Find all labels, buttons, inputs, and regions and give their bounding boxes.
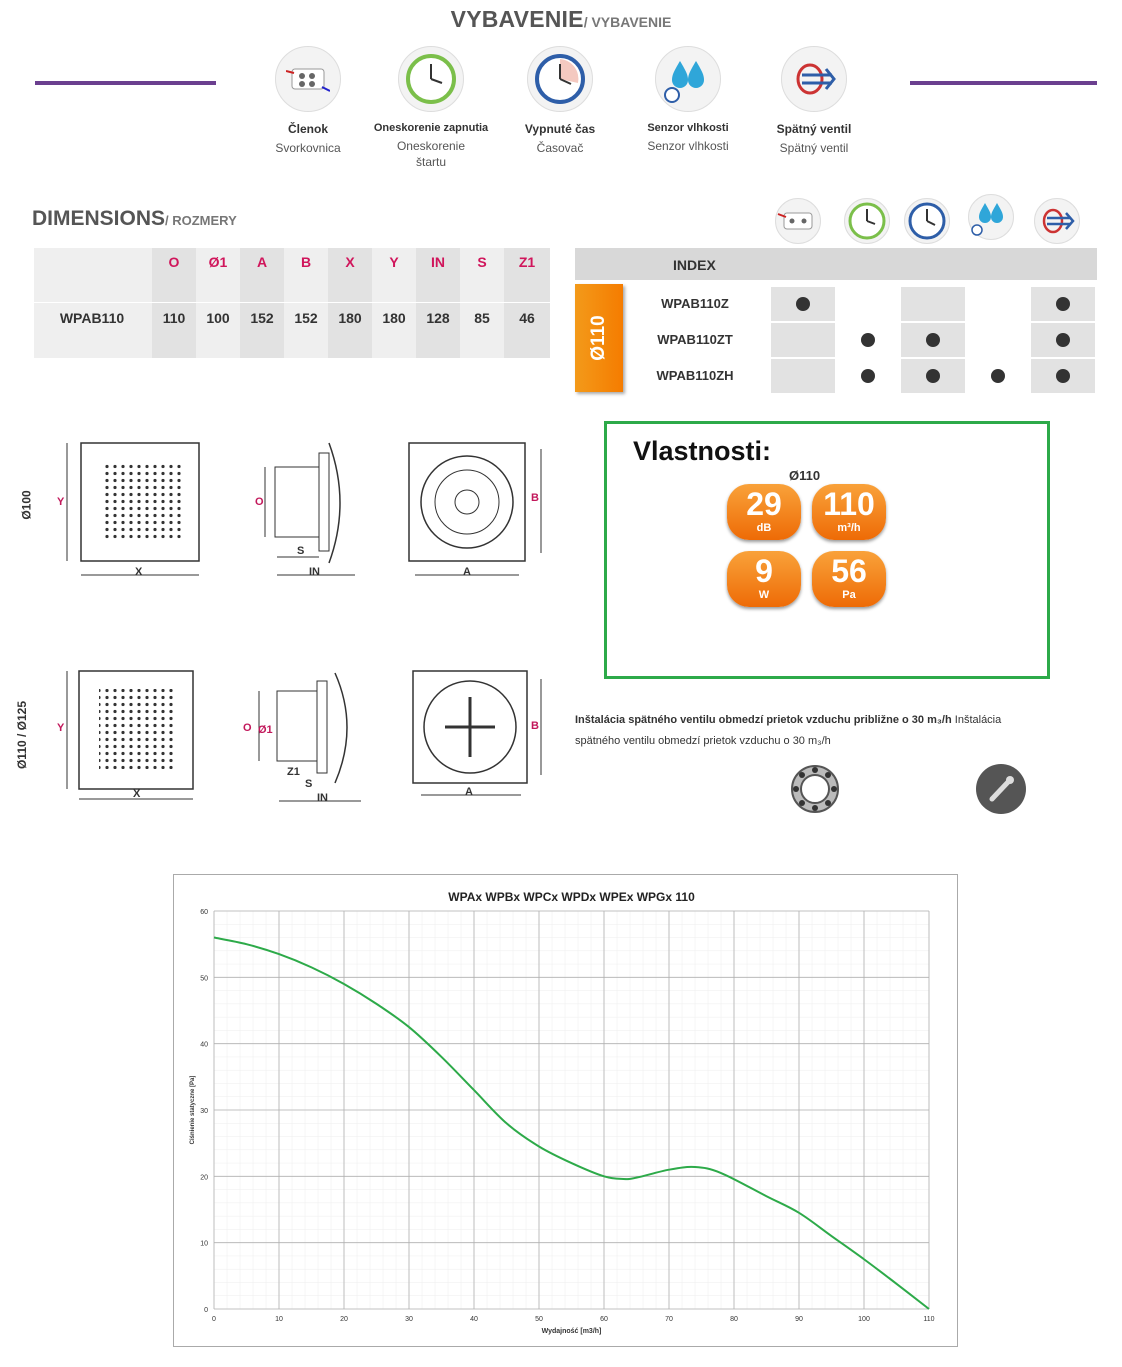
dim-col-o [152,248,196,358]
index-cell [966,323,1030,357]
header-divider-right [910,81,1097,85]
index-dot [991,369,1005,383]
index-row-name: WPAB110ZH [656,368,734,383]
terminal-block-icon [275,46,341,112]
label-in-1: IN [309,566,320,578]
label-a-1: A [463,566,471,578]
feature-humidity-sensor [623,46,753,154]
equipment-title [0,6,1122,33]
badge-power [727,551,801,607]
dim-col-in [416,248,460,358]
index-dot [861,333,875,347]
badge-unit: Pa [842,589,856,601]
x-tick-label: 30 [405,1316,413,1323]
feature-backdraft-valve [749,46,879,156]
index-cell [901,359,965,393]
rear-view-100 [409,443,541,575]
y-tick-label: 60 [200,909,208,916]
x-tick-label: 90 [795,1316,803,1323]
label-s-1: S [297,545,305,557]
y-tick-label: 40 [200,1041,208,1049]
delay-start-clock-icon [844,198,890,244]
dim-value: 128 [426,310,450,326]
dim-header: O [168,254,180,270]
dim-separator [34,302,550,303]
label-y-1: Y [57,496,65,508]
y-tick-label: 20 [200,1174,208,1182]
index-dot [861,369,875,383]
x-tick-label: 100 [858,1316,870,1323]
label-o-1: O [255,496,264,508]
dim-value: 152 [250,310,274,326]
label-a-2: A [465,786,473,798]
x-tick-label: 10 [275,1316,283,1323]
dim-value: 100 [206,310,230,326]
y-axis-label: Ciśnienie statyczne [Pa] [190,1075,196,1145]
dimensions-subtitle: / ROZMERY [165,213,237,228]
index-diameter-tab [575,284,623,392]
x-tick-label: 50 [535,1316,543,1323]
valve-note [575,710,1025,752]
dim-header: Z1 [518,254,536,270]
valve-note-text: Inštalácia spätného ventilu obmedzí prietok vzduchu o 30 m₃/h [575,714,1002,747]
dim-col-a [240,248,284,358]
properties-box [604,421,1050,679]
index-cell [966,359,1030,393]
feature-desc: Svorkovnica [275,141,341,155]
badge-pressure [812,551,886,607]
x-axis-label: Wydajność [m3/h] [541,1328,602,1335]
chart-title: WPAx WPBx WPCx WPDx WPEx WPGx 110 [448,890,695,904]
x-tick-label: 80 [730,1316,738,1323]
label-in-2: IN [317,792,328,804]
index-dot [1056,333,1070,347]
dim-header: Y [389,254,399,270]
index-row-name: WPAB110Z [661,296,729,311]
backdraft-valve-icon [1034,198,1080,244]
x-tick-label: 40 [470,1316,478,1323]
timer-clock-icon [527,46,593,112]
index-row [623,359,1097,393]
ball-bearing-icon [789,763,841,815]
dim-value: 46 [519,310,535,326]
equipment-subtitle: / VYBAVENIE [583,14,672,30]
index-dot [1056,369,1070,383]
label-s-2: S [305,778,313,790]
index-header-label: INDEX [673,257,716,273]
dim-col-b [284,248,328,358]
front-view-110-125 [67,671,193,799]
index-cell [836,323,900,357]
badge-value: 29 [746,486,782,522]
rear-view-110-125 [413,671,541,795]
drawing-row2-label: Ø110 / Ø125 [15,700,30,770]
index-dot [926,369,940,383]
feature-title: Senzor vlhkosti [647,122,729,134]
label-b-2: B [531,720,539,732]
index-cell [771,323,835,357]
index-diameter-label: Ø110 [588,315,609,361]
equipment-title-text: VYBAVENIE [450,6,584,32]
drawing-row1-label: Ø100 [19,490,34,520]
index-dot [926,333,940,347]
label-b-1: B [531,492,539,504]
index-cell [1031,323,1095,357]
delay-start-clock-icon [398,46,464,112]
index-row [623,323,1097,357]
technical-drawings [55,435,555,815]
label-o1-2: Ø1 [258,724,273,736]
badge-noise [727,484,801,540]
y-tick-label: 30 [200,1108,208,1115]
badge-value: 110 [823,486,875,522]
dim-header: A [256,254,268,270]
dim-col-y [372,248,416,358]
feature-desc: Spätný ventil [779,141,849,155]
terminal-block-icon [775,198,821,244]
index-dot [796,297,810,311]
index-cell [836,359,900,393]
label-y-2: Y [57,722,65,734]
index-cell [771,287,835,321]
y-tick-label: 10 [200,1240,208,1248]
index-cell [836,287,900,321]
badge-unit: W [758,589,770,601]
y-tick-label: 50 [200,975,208,983]
properties-title: Vlastnosti: [633,436,772,466]
badge-unit: dB [756,522,772,534]
feature-terminal-block [243,46,373,156]
badge-airflow [812,484,886,540]
valve-note-bold: Inštalácia spätného ventilu obmedzí prietok vzduchu približne o 30 m₃/h [575,714,952,726]
dimensions-table [34,248,550,358]
feature-desc: Senzor vlhkosti [647,139,729,153]
feature-timer [495,46,625,156]
index-cell [771,359,835,393]
index-row [623,287,1097,321]
header-divider-left [35,81,216,85]
feature-title: Oneskorenie zapnutia [373,122,489,134]
side-view-100 [265,443,355,575]
dim-col-s [460,248,504,358]
feature-title: Vypnuté čas [524,122,596,136]
dim-value: 180 [382,310,406,326]
badge-value: 9 [755,553,773,589]
x-tick-label: 20 [340,1316,348,1323]
badge-value: 56 [831,553,867,589]
index-cell [966,287,1030,321]
dim-value: 152 [294,310,318,326]
dim-col-o1 [196,248,240,358]
front-view-100 [67,443,199,575]
index-cell [1031,287,1095,321]
label-z1-2: Z1 [287,766,300,778]
index-cell [901,287,965,321]
feature-delay-start [372,46,490,170]
dim-header: B [300,254,312,270]
dim-col-x [328,248,372,358]
dim-header: IN [431,254,445,270]
dim-header: S [477,254,487,270]
x-tick-label: 60 [600,1316,608,1323]
index-dot [1056,297,1070,311]
x-tick-label: 110 [923,1316,935,1323]
wrench-icon [975,763,1027,815]
x-tick-label: 70 [665,1316,673,1323]
dim-value: 180 [338,310,362,326]
index-cell [901,323,965,357]
badge-unit: m³/h [837,522,861,534]
humidity-sensor-icon [655,46,721,112]
index-header [575,248,1097,280]
dim-model-name: WPAB110 [59,310,125,326]
dim-header: X [345,254,355,270]
timer-clock-icon [904,198,950,244]
feature-desc: Časovač [536,141,584,155]
dim-value: 85 [474,310,490,326]
dimensions-title [32,207,237,231]
performance-chart [173,874,958,1347]
dim-header: Ø1 [208,254,228,270]
feature-desc: Oneskorenie štartu [396,139,466,169]
humidity-sensor-icon [968,194,1014,240]
dim-col-z1 [504,248,550,358]
y-tick-label: 0 [204,1307,208,1314]
properties-diameter: Ø110 [789,468,821,483]
label-o-2: O [243,722,252,734]
index-row-name: WPAB110ZT [657,332,733,347]
dim-value: 110 [162,310,186,326]
feature-title: Členok [287,122,328,136]
x-tick-label: 0 [212,1316,216,1323]
index-cell [1031,359,1095,393]
chart-svg [174,875,959,1348]
label-x-2: X [133,788,141,800]
dimensions-title-text: DIMENSIONS [32,207,166,230]
label-x-1: X [135,566,143,578]
backdraft-valve-icon [781,46,847,112]
feature-title: Spätný ventil [776,122,852,136]
